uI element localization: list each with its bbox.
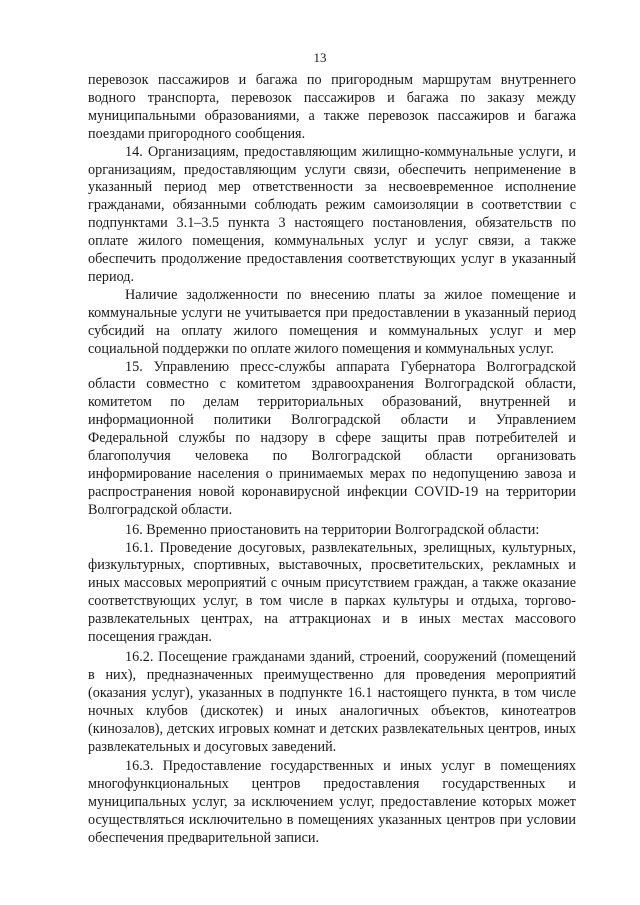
paragraph-14-debt: Наличие задолженности по внесению платы за жилое помещение и коммунальные услуги не учитывается при предоставлении в указанный период субсидий на оплату жилого помещения и коммунальных услуг и мер социальной поддержки по оплате жилого помещения и коммунальных услуг.: [88, 286, 576, 357]
paragraph-16-3: 16.3. Предоставление государственных и иных услуг в помещениях многофункциональных центров предоставления государственных и муниципальных услуг, за исключением услуг, предоставление которых может осуществляться исключительно в помещениях указанных центров при условии обеспечения предварительной записи.: [88, 758, 576, 847]
paragraph-14: 14. Организациям, предоставляющим жилищно-коммунальные услуги, и организациям, предоставляющим услуги связи, обеспечить неприменение в указанный период мер ответственности за несвоевременное исполнение гражданами, обязанными соблюдать режим самоизоляции в соответствии с подпунктами 3.1–3.5 пункта 3 настоящего постановления, обязательств по оплате жилого помещения, коммунальных услуг и услуг связи, а также обеспечить продолжение предоставления соответствующих услуг в указанный период.: [88, 143, 576, 285]
page-number: 13: [313, 50, 327, 65]
paragraph-continuation: перевозок пассажиров и багажа по пригородным маршрутам внутреннего водного транспорта, перевозок пассажиров и багажа по заказу между муниципальными образованиями, а также перевозок пассажиров и багажа поездами пригородного сообщения.: [88, 72, 576, 142]
paragraph-16-1: 16.1. Проведение досуговых, развлекательных, зрелищных, культурных, физкультурных, спортивных, выставочных, просветительских, рекламных и иных массовых мероприятий с очным присутствием граждан, а также оказание соответствующих услуг, в том числе в парках культуры и отдыха, торгово-развлекательных центрах, на аттракционах и в иных местах массового посещения граждан.: [88, 539, 576, 646]
paragraph-16: 16. Временно приостановить на территории Волгоградской области:: [125, 521, 540, 538]
document-body: [88, 72, 576, 848]
paragraph-15: 15. Управлению пресс-службы аппарата Губернатора Волгоградской области совместно с комитетом здравоохранения Волгоградской области, комитетом по делам территориальных образований, внутренней и информационной политики Волгоградской области и Управлением Федеральной службы по надзору в сфере защиты прав потребителей и благополучия человека по Волгоградской области организовать информирование населения о принимаемых мерах по недопущению завоза и распространения новой коронавирусной инфекции COVID-19 на территории Волгоградской области.: [88, 358, 576, 518]
paragraph-16-2: 16.2. Посещение гражданами зданий, строений, сооружений (помещений в них), предназначенных преимущественно для проведения мероприятий (оказания услуг), указанных в подпункте 16.1 настоящего пункта, в том числе ночных клубов (дискотек) и иных аналогичных объектов, кинотеатров (кинозалов), детских игровых комнат и детских развлекательных центров, иных развлекательных и досуговых заведений.: [88, 649, 576, 755]
